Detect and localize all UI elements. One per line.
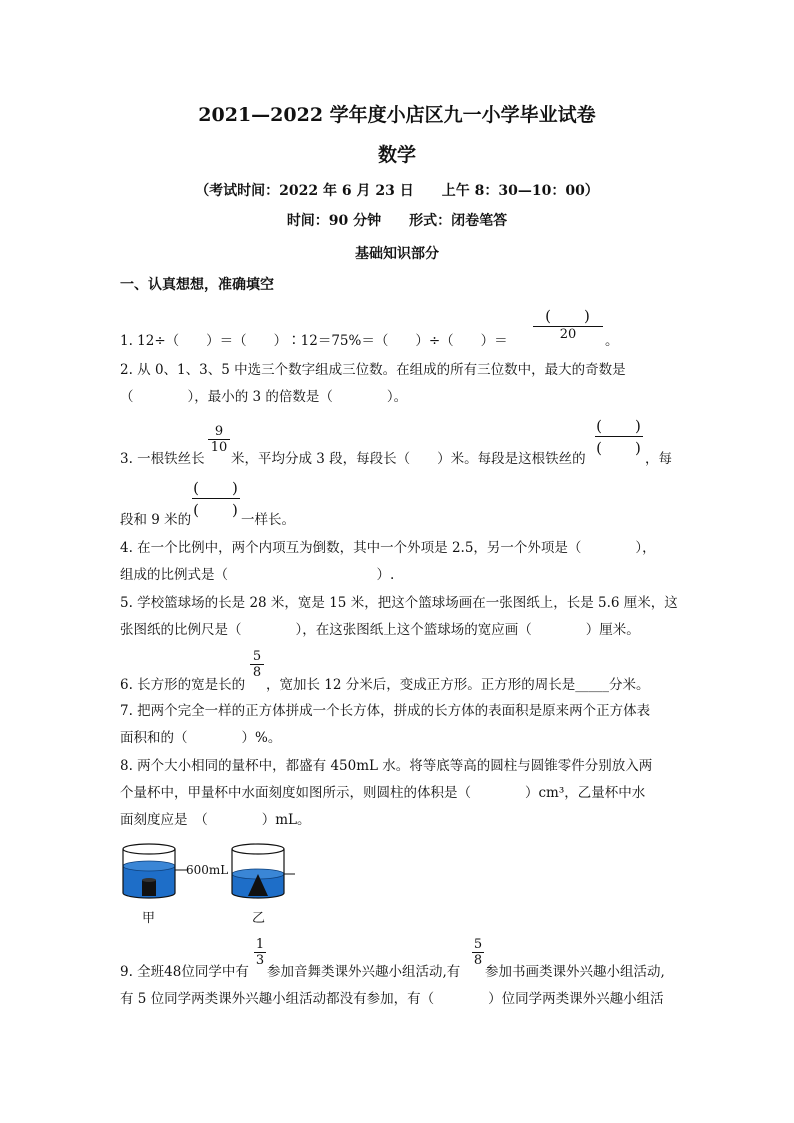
fraction-denominator: 3 [255, 953, 265, 968]
question-7-line-1: 7. 把两个完全一样的正方体拼成一个长方体，拼成的长方体的表面积是原来两个正方体表 [120, 703, 651, 719]
question-7-line-2: 面积和的（ ）%。 [120, 730, 282, 746]
question-3-line-2-start: 段和 9 米的 [120, 512, 192, 528]
question-5-line-2: 张图纸的比例尺是（ ），在这张图纸上这个篮球场的宽应画（ ）厘米。 [120, 622, 640, 638]
cup-a-label: 甲 [142, 911, 156, 926]
fraction-numerator: 5 [252, 649, 262, 664]
question-2-line-2: （ ），最小的 3 的倍数是（ ）。 [120, 389, 408, 405]
question-8-line-3: 面刻度应是 （ ）mL。 [120, 812, 311, 828]
q3-fraction-3 [192, 477, 240, 520]
question-6-part-1: 6. 长方形的宽是长的 [120, 677, 246, 693]
question-8-line-2: 个量杯中，甲量杯中水面刻度如图所示，则圆柱的体积是（ ）cm³，乙量杯中水 [120, 785, 646, 801]
question-3-part-3: ，每 [645, 451, 672, 467]
question-9-part-3: 参加书画类课外兴趣小组活动, [485, 964, 665, 980]
cup-b-label: 乙 [252, 911, 266, 926]
cylinder-part [142, 880, 156, 896]
subject-title: 数学 [377, 144, 416, 166]
q3-fraction-1 [208, 424, 230, 455]
fraction-denominator: ( ) [193, 501, 239, 519]
exam-title: 2021—2022 学年度小店区九一小学毕业试卷 [198, 104, 596, 126]
part-title: 基础知识部分 [355, 246, 439, 262]
q9-fraction-2 [472, 937, 484, 968]
fraction-numerator: 5 [473, 937, 483, 952]
question-4-line-1: 4. 在一个比例中，两个内项互为倒数，其中一个外项是 2.5，另一个外项是（ ）， [120, 540, 656, 556]
question-9-line-2: 有 5 位同学两类课外兴趣小组活动都没有参加，有（ ）位同学两类课外兴趣小组活 [120, 991, 664, 1007]
fraction-numerator: ( ) [193, 479, 239, 497]
fraction-numerator: ( ) [545, 307, 591, 325]
question-3-part-1: 3. 一根铁丝长 [120, 451, 205, 467]
q9-fraction-1 [254, 937, 266, 968]
section-heading: 一、认真想想，准确填空 [120, 277, 274, 293]
q1-fraction [533, 305, 603, 342]
question-3-part-2: 米，平均分成 3 段，每段长（ ）米。每段是这根铁丝的 [231, 451, 586, 467]
exam-time: （考试时间：2022 年 6 月 23 日 上午 8：30—10：00） [195, 183, 599, 199]
question-3-line-2-end: 一样长。 [241, 512, 295, 528]
question-9-part-2: 参加音舞类课外兴趣小组活动,有 [267, 964, 461, 980]
measuring-cups-figure [115, 838, 305, 928]
question-6-part-2: ，宽加长 12 分米后，变成正方形。正方形的周长是_____分米。 [266, 677, 650, 693]
fraction-denominator: 20 [559, 327, 577, 342]
question-2-line-1: 2. 从 0、1、3、5 中选三个数字组成三位数。在组成的所有三位数中，最大的奇数是 [120, 362, 626, 378]
question-4-line-2: 组成的比例式是（ ）. [120, 567, 395, 583]
fraction-denominator: 8 [252, 665, 262, 680]
fraction-denominator: 10 [210, 440, 228, 455]
question-8-line-1: 8. 两个大小相同的量杯中，都盛有 450mL 水。将等底等高的圆柱与圆锥零件分别放入两 [120, 758, 653, 774]
cup-a [123, 844, 187, 898]
fraction-numerator: 9 [214, 424, 224, 439]
question-1: 1. 12÷（ ）＝（ ）∶12＝75%＝（ ）÷（ ）＝ [120, 333, 508, 349]
cup-b [232, 844, 295, 898]
fraction-numerator: 1 [255, 937, 265, 952]
exam-format: 时间：90 分钟 形式：闭卷笔答 [286, 213, 508, 229]
question-9-part-1: 9. 全班48位同学中有 [120, 964, 249, 980]
q3-fraction-2 [595, 415, 643, 458]
q1-end: 。 [605, 333, 619, 349]
q6-fraction [250, 649, 264, 680]
fraction-denominator: 8 [473, 953, 483, 968]
fraction-denominator: ( ) [596, 439, 642, 457]
fraction-numerator: ( ) [596, 417, 642, 435]
question-5-line-1: 5. 学校篮球场的长是 28 米，宽是 15 米，把这个篮球场画在一张图纸上，长是 5.6 厘米，这 [120, 595, 678, 611]
level-label: 600mL [186, 863, 229, 877]
